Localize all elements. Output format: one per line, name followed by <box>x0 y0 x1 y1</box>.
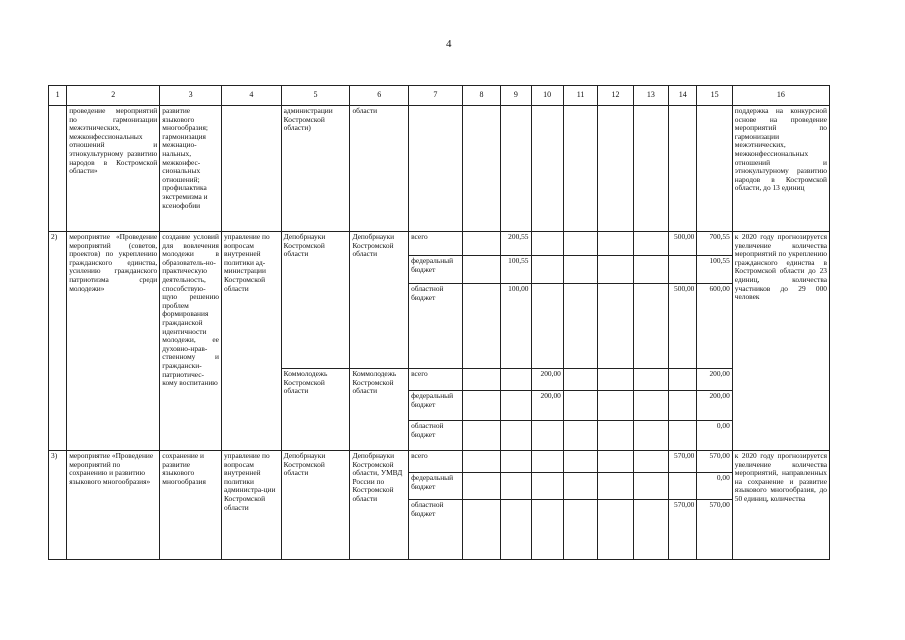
cell-value <box>669 473 697 500</box>
col-header: 3 <box>160 86 222 106</box>
cell-source: всего <box>409 451 463 473</box>
table-row <box>49 106 830 232</box>
cell-value: 500,00 <box>669 232 697 256</box>
col-header: 2 <box>67 86 160 106</box>
header-row <box>49 86 830 106</box>
col-header: 12 <box>598 86 633 106</box>
cell-source: федеральный бюджет <box>409 391 463 421</box>
cell-value <box>669 391 697 421</box>
col-header: 16 <box>732 86 829 106</box>
cell-value: 570,00 <box>697 500 732 560</box>
cell-value: 570,00 <box>697 451 732 473</box>
cell-value: 570,00 <box>669 451 697 473</box>
col-header: 14 <box>669 86 697 106</box>
cell-coexecutor: Депобрнауки Костромской области <box>350 232 409 369</box>
cell-responsible: управление по вопросам внутренней политики ад-министрации Костромской области <box>221 232 281 451</box>
cell-value: 570,00 <box>669 500 697 560</box>
col-header: 11 <box>563 86 597 106</box>
cell-executor: администрации Костромской области) <box>281 106 350 232</box>
cell-name: мероприятие «Проведение мероприятий по сохранению и развитию языкового многообразия» <box>67 451 160 560</box>
col-header: 15 <box>697 86 732 106</box>
cell-coexecutor: Коммолодежь Костромской области <box>350 369 409 451</box>
col-header: 9 <box>501 86 531 106</box>
cell-executor: Депобрнауки Костромской области <box>281 232 350 369</box>
col-header: 8 <box>462 86 500 106</box>
cell-value <box>501 391 531 421</box>
cell-name: мероприятие «Проведение мероприятий (советов, проектов) по укреплению гражданского единства, усилению гражданского патриотизма среди молодежи» <box>67 232 160 451</box>
cell-value: 100,00 <box>501 284 531 369</box>
col-header: 4 <box>221 86 281 106</box>
cell-value: 200,00 <box>531 391 563 421</box>
cell-source: областной бюджет <box>409 421 463 451</box>
cell-value: 500,00 <box>669 284 697 369</box>
cell-responsible: управление по вопросам внутренней политики администра-ции Костромской области <box>221 451 281 560</box>
cell-value <box>669 421 697 451</box>
page-number: 4 <box>446 38 452 50</box>
cell-value: 0,00 <box>697 421 732 451</box>
row-number: 2) <box>49 232 67 451</box>
col-header: 7 <box>409 86 463 106</box>
program-table <box>48 85 830 560</box>
cell-source: областной бюджет <box>409 284 463 369</box>
col-header: 10 <box>531 86 563 106</box>
cell-value <box>669 369 697 391</box>
cell-coexecutor: Депобрнауки Костромской области, УМВД России по Костромской области <box>350 451 409 560</box>
cell-value: 100,55 <box>697 256 732 284</box>
cell-source: всего <box>409 369 463 391</box>
cell-value: 200,00 <box>697 369 732 391</box>
cell-value <box>531 421 563 451</box>
cell-goal: сохранение и развитие языкового многообразия <box>160 451 222 560</box>
table-row <box>49 451 830 473</box>
cell-value <box>501 369 531 391</box>
cell-source: всего <box>409 232 463 256</box>
col-header: 6 <box>350 86 409 106</box>
cell-value <box>531 232 563 256</box>
cell-executor: Коммолодежь Костромской области <box>281 369 350 451</box>
col-header: 5 <box>281 86 350 106</box>
col-header: 13 <box>633 86 668 106</box>
cell-value: 100,55 <box>501 256 531 284</box>
cell-name: проведение мероприятий по гармонизации межэтнических, межконфессиональных отношений и этнокультурному развитию народов в Костромской области» <box>67 106 160 232</box>
cell-coexecutor: области <box>350 106 409 232</box>
cell-value: 200,00 <box>531 369 563 391</box>
cell-goal: развитие языкового многообразия; гармонизация межнацио-нальных, межконфес-сиональных отношений; профилактика экстремизма и ксенофобии <box>160 106 222 232</box>
cell-value: 700,55 <box>697 232 732 256</box>
cell-source: областной бюджет <box>409 500 463 560</box>
cell-value <box>669 256 697 284</box>
col-header: 1 <box>49 86 67 106</box>
cell-value <box>531 256 563 284</box>
cell-source: федеральный бюджет <box>409 256 463 284</box>
table-row <box>49 232 830 256</box>
cell-result: к 2020 году прогнозируется увеличение количества мероприятий, направленных на сохранение и развитие языкового многообразия, до 50 единиц, количества <box>732 451 829 560</box>
cell-goal: создание условий для вовлечения молодежи в образователь-но-практическую деятельность, способствую-щую решению проблем формирования гражданской идентичности молодежи, ее духовно-нрав-ственному и граждански-патриотичес-кому воспитанию <box>160 232 222 451</box>
cell-value: 600,00 <box>697 284 732 369</box>
cell-value: 200,55 <box>501 232 531 256</box>
cell-value <box>531 284 563 369</box>
cell-source: федеральный бюджет <box>409 473 463 500</box>
cell-executor: Депобрнауки Костромской области <box>281 451 350 560</box>
cell-value: 200,00 <box>697 391 732 421</box>
row-number: 3) <box>49 451 67 560</box>
cell-result: поддержка на конкурсной основе на проведение мероприятий по гармонизации межэтнических, межконфессиональных отношений и этнокультурному развитию народов в Костромской области, до 13 единиц <box>732 106 829 232</box>
cell-value <box>501 421 531 451</box>
cell-value: 0,00 <box>697 473 732 500</box>
cell-result: к 2020 году прогнозируется увеличение количества мероприятий по укреплению гражданского единства в Костромской области до 23 единиц, количества участников до 29 000 человек <box>732 232 829 451</box>
